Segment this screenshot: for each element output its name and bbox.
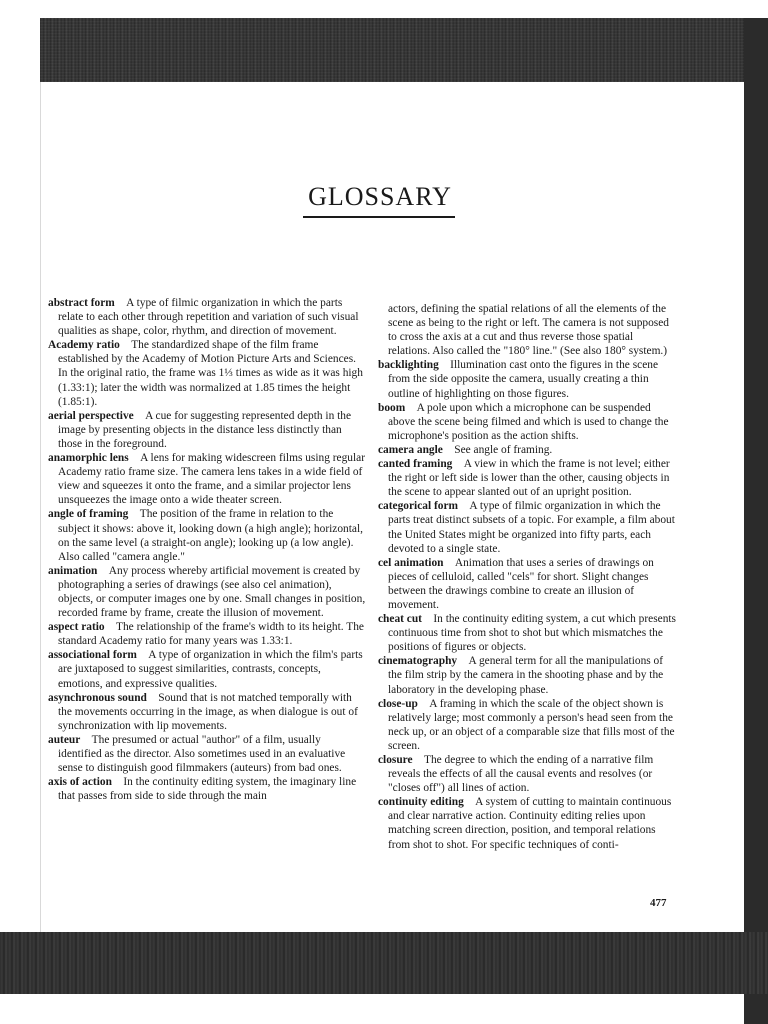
glossary-entry xyxy=(48,775,366,803)
page-edge-line xyxy=(40,82,41,932)
glossary-entry xyxy=(48,296,366,338)
glossary-term: aerial perspective xyxy=(48,409,134,422)
glossary-entry xyxy=(378,654,678,696)
page-number: 477 xyxy=(650,897,667,909)
glossary-term: close-up xyxy=(378,697,418,710)
glossary-entry xyxy=(48,507,366,563)
glossary-entry xyxy=(48,620,366,648)
glossary-term: abstract form xyxy=(48,297,115,309)
glossary-entry xyxy=(48,451,366,507)
glossary-term: animation xyxy=(48,564,98,577)
glossary-term: camera angle xyxy=(378,443,443,456)
glossary-term: associational form xyxy=(48,649,137,662)
glossary-definition: A lens for making widescreen films using regular Academy ratio frame size. The camera lens takes in a wide field of view and squeezes it onto the frame, and a similar projector lens unsqueezes the image onto a wide theater screen. xyxy=(58,452,366,507)
glossary-term: boom xyxy=(378,401,406,414)
glossary-term: closure xyxy=(378,754,413,766)
glossary-entry xyxy=(48,691,366,733)
glossary-left-column xyxy=(48,296,366,803)
glossary-definition: The presumed or actual "author" of a film, usually identified as the director. Also sometimes used in an evaluative sense to distinguish good filmmakers (auteurs) from bad ones. xyxy=(58,733,346,775)
glossary-definition: A pole upon which a microphone can be suspended above the scene being filmed and which is used to change the microphone's position as the action shifts. xyxy=(388,401,669,442)
glossary-entry xyxy=(378,499,678,555)
glossary-entry xyxy=(378,401,678,443)
glossary-definition: The relationship of the frame's width to its height. The standard Academy ratio for many years was 1.33:1. xyxy=(58,621,364,648)
glossary-definition: A system of cutting to maintain continuous and clear narrative action. Continuity editing relies upon matching screen direction, position, and temporal relations from shot to shot. For specific techniques of conti- xyxy=(388,796,672,851)
glossary-definition: Any process whereby artificial movement is created by photographing a series of drawings (see also cel animation), objects, or computer images one by one. Small changes in position, recorded frame by frame, create the illusion of movement. xyxy=(58,564,366,620)
glossary-term: anamorphic lens xyxy=(48,452,129,465)
glossary-term: cel animation xyxy=(378,556,444,569)
glossary-definition: In the continuity editing system, the imaginary line that passes from side to side through the main xyxy=(58,776,357,803)
glossary-definition: See angle of framing. xyxy=(454,443,553,456)
glossary-term: continuity editing xyxy=(378,796,464,809)
scan-bottom-margin xyxy=(0,994,744,1024)
glossary-definition: The position of the frame in relation to the subject it shows: above it, looking down (a high angle); horizontal, on the same level (a straight-on angle); looking up (a low angle). Also called "camera angle." xyxy=(58,508,363,563)
glossary-definition: Sound that is not matched temporally with the movements occurring in the image, as when dialogue is out of synchronization with lip movements. xyxy=(58,691,358,732)
glossary-definition: The degree to which the ending of a narrative film reveals the effects of all the causal events and resolves (or "closes off") all lines of action. xyxy=(388,754,654,795)
glossary-entry xyxy=(48,409,366,451)
glossary-term: cinematography xyxy=(378,655,458,668)
glossary-entry xyxy=(378,753,678,795)
scan-bottom-shadow xyxy=(0,932,768,994)
glossary-entry xyxy=(378,358,678,400)
page-title: GLOSSARY xyxy=(308,182,452,211)
glossary-entry xyxy=(48,648,366,690)
glossary-definition: A framing in which the scale of the object shown is relatively large; most commonly a person's head seen from the neck up, or an object of a comparable size that fills most of the screen. xyxy=(388,697,675,752)
glossary-definition: A general term for all the manipulations of the film strip by the camera in the shooting phase and by the laboratory in the developing phase. xyxy=(388,655,664,696)
glossary-term: angle of framing xyxy=(48,508,129,521)
glossary-entry xyxy=(378,443,678,457)
continued-definition: actors, defining the spatial relations of all the elements of the scene as being to the right or left. The camera is not supposed to cross the axis at a cut and thus reverse those spatial relations. Also called the "180° line." (See also 180° system.) xyxy=(388,303,669,358)
glossary-entry xyxy=(378,795,678,851)
glossary-term: categorical form xyxy=(378,500,459,513)
glossary-entry xyxy=(378,612,678,654)
glossary-term: auteur xyxy=(48,733,81,746)
glossary-entry xyxy=(378,556,678,612)
glossary-definition: A type of filmic organization in which the parts relate to each other through repetition and variation of such visual qualities as shape, color, rhythm, and direction of movement. xyxy=(58,297,359,338)
glossary-entry xyxy=(48,733,366,775)
glossary-entry xyxy=(378,457,678,499)
glossary-definition: Illumination cast onto the figures in the scene from the side opposite the camera, usually creating a thin outline of highlighting on those figures. xyxy=(388,359,658,400)
glossary-term: backlighting xyxy=(378,359,439,372)
glossary-definition: Animation that uses a series of drawings on pieces of celluloid, called "cels" for short. Slight changes between the drawings combine to create an illusion of movement. xyxy=(388,556,654,611)
glossary-term: canted framing xyxy=(378,458,453,471)
glossary-definition: A type of organization in which the film's parts are juxtaposed to suggest similarities, contrasts, concepts, emotions, and expressive qualities. xyxy=(58,649,363,690)
glossary-definition: The standardized shape of the film frame established by the Academy of Motion Picture Arts and Sciences. In the original ratio, the frame was 1⅓ times as wide as it was high (1.33:1); later the width was normalized at 1.85 times the height (1.85:1). xyxy=(58,339,363,408)
glossary-definition: In the continuity editing system, a cut which presents continuous time from shot to shot but which mismatches the positions of figures or objects. xyxy=(388,613,676,654)
scan-top-shadow xyxy=(40,18,746,82)
glossary-entry xyxy=(378,697,678,753)
glossary-entry xyxy=(48,338,366,408)
glossary-right-column xyxy=(378,302,678,852)
glossary-definition: A view in which the frame is not level; either the right or left side is lower than the other, causing objects in the scene to appear slanted out of an upright position. xyxy=(388,458,670,499)
scan-right-shadow xyxy=(744,18,768,1024)
glossary-term: aspect ratio xyxy=(48,621,105,634)
glossary-term: asynchronous sound xyxy=(48,691,147,704)
title-underline xyxy=(303,216,455,218)
glossary-definition: A cue for suggesting represented depth in the image by presenting objects in the distance less distinctly than those in the foreground. xyxy=(58,409,352,450)
glossary-definition: A type of filmic organization in which the parts treat distinct subsets of a topic. For example, a film about the United States might be organized into fifty parts, each devoted to a single state. xyxy=(388,500,675,555)
glossary-term: axis of action xyxy=(48,776,112,789)
glossary-entry xyxy=(48,564,366,620)
glossary-term: Academy ratio xyxy=(48,339,120,352)
glossary-term: cheat cut xyxy=(378,613,422,626)
